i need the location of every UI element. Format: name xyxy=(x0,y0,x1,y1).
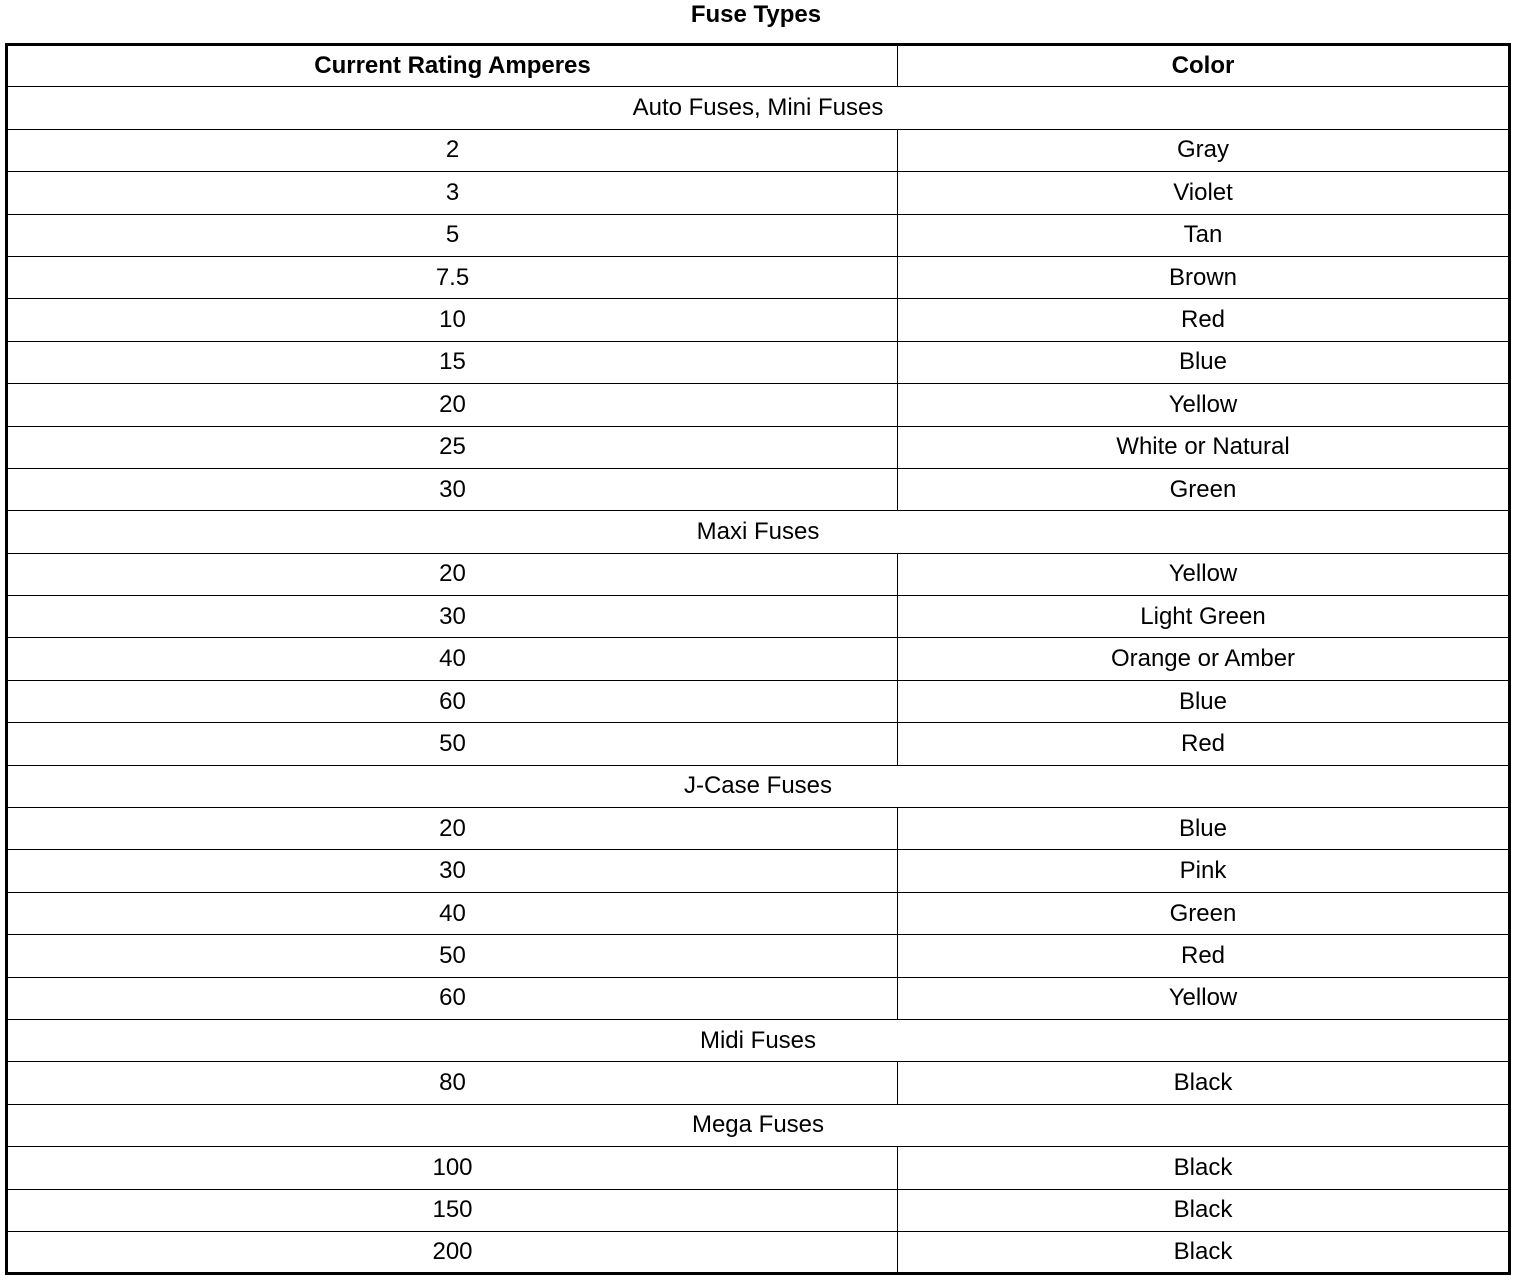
current-rating-cell: 40 xyxy=(7,892,898,934)
table-row xyxy=(7,850,1510,892)
column-header-color: Color xyxy=(898,45,1510,87)
table-row xyxy=(7,384,1510,426)
table-row xyxy=(7,977,1510,1019)
current-rating-cell: 20 xyxy=(7,808,898,850)
color-cell: Blue xyxy=(898,341,1510,383)
current-rating-cell: 100 xyxy=(7,1147,898,1189)
group-name: Mega Fuses xyxy=(7,1104,1510,1146)
color-cell: Light Green xyxy=(898,596,1510,638)
current-rating-cell: 50 xyxy=(7,723,898,765)
current-rating-cell: 30 xyxy=(7,596,898,638)
color-cell: Gray xyxy=(898,129,1510,171)
table-row xyxy=(7,892,1510,934)
table-row xyxy=(7,426,1510,468)
color-cell: Red xyxy=(898,935,1510,977)
current-rating-cell: 10 xyxy=(7,299,898,341)
current-rating-cell: 2 xyxy=(7,129,898,171)
color-cell: Violet xyxy=(898,172,1510,214)
color-cell: Yellow xyxy=(898,553,1510,595)
current-rating-cell: 80 xyxy=(7,1062,898,1104)
color-cell: Yellow xyxy=(898,384,1510,426)
color-cell: White or Natural xyxy=(898,426,1510,468)
table-row xyxy=(7,723,1510,765)
group-header-row xyxy=(7,1019,1510,1061)
current-rating-cell: 15 xyxy=(7,341,898,383)
table-row xyxy=(7,468,1510,510)
current-rating-cell: 40 xyxy=(7,638,898,680)
table-row xyxy=(7,680,1510,722)
current-rating-cell: 20 xyxy=(7,553,898,595)
table-title: Fuse Types xyxy=(690,1,822,28)
table-row xyxy=(7,129,1510,171)
color-cell: Pink xyxy=(898,850,1510,892)
table-row xyxy=(7,596,1510,638)
table-row xyxy=(7,172,1510,214)
current-rating-cell: 3 xyxy=(7,172,898,214)
header-row xyxy=(7,45,1510,87)
table-row xyxy=(7,808,1510,850)
table-row xyxy=(7,1189,1510,1231)
current-rating-cell: 150 xyxy=(7,1189,898,1231)
group-name: Maxi Fuses xyxy=(7,511,1510,553)
color-cell: Black xyxy=(898,1189,1510,1231)
table-row xyxy=(7,256,1510,298)
current-rating-cell: 200 xyxy=(7,1231,898,1273)
table-row xyxy=(7,935,1510,977)
table-row xyxy=(7,1147,1510,1189)
color-cell: Yellow xyxy=(898,977,1510,1019)
color-cell: Red xyxy=(898,723,1510,765)
current-rating-cell: 60 xyxy=(7,680,898,722)
color-cell: Tan xyxy=(898,214,1510,256)
color-cell: Black xyxy=(898,1231,1510,1273)
color-cell: Black xyxy=(898,1147,1510,1189)
current-rating-cell: 20 xyxy=(7,384,898,426)
group-header-row xyxy=(7,765,1510,807)
group-header-row xyxy=(7,87,1510,129)
color-cell: Red xyxy=(898,299,1510,341)
color-cell: Green xyxy=(898,468,1510,510)
table-row xyxy=(7,214,1510,256)
table-row xyxy=(7,553,1510,595)
color-cell: Blue xyxy=(898,680,1510,722)
current-rating-cell: 30 xyxy=(7,850,898,892)
group-name: Auto Fuses, Mini Fuses xyxy=(7,87,1510,129)
table-body xyxy=(7,87,1510,1274)
current-rating-cell: 50 xyxy=(7,935,898,977)
column-header-current-rating: Current Rating Amperes xyxy=(7,45,898,87)
color-cell: Green xyxy=(898,892,1510,934)
fuse-types-table xyxy=(5,43,1511,1275)
current-rating-cell: 25 xyxy=(7,426,898,468)
color-cell: Black xyxy=(898,1062,1510,1104)
group-name: J-Case Fuses xyxy=(7,765,1510,807)
current-rating-cell: 30 xyxy=(7,468,898,510)
current-rating-cell: 5 xyxy=(7,214,898,256)
color-cell: Brown xyxy=(898,256,1510,298)
group-header-row xyxy=(7,1104,1510,1146)
current-rating-cell: 7.5 xyxy=(7,256,898,298)
current-rating-cell: 60 xyxy=(7,977,898,1019)
color-cell: Orange or Amber xyxy=(898,638,1510,680)
group-name: Midi Fuses xyxy=(7,1019,1510,1061)
color-cell: Blue xyxy=(898,808,1510,850)
table-row xyxy=(7,1062,1510,1104)
table-row xyxy=(7,1231,1510,1273)
table-row xyxy=(7,638,1510,680)
group-header-row xyxy=(7,511,1510,553)
table-row xyxy=(7,299,1510,341)
table-row xyxy=(7,341,1510,383)
